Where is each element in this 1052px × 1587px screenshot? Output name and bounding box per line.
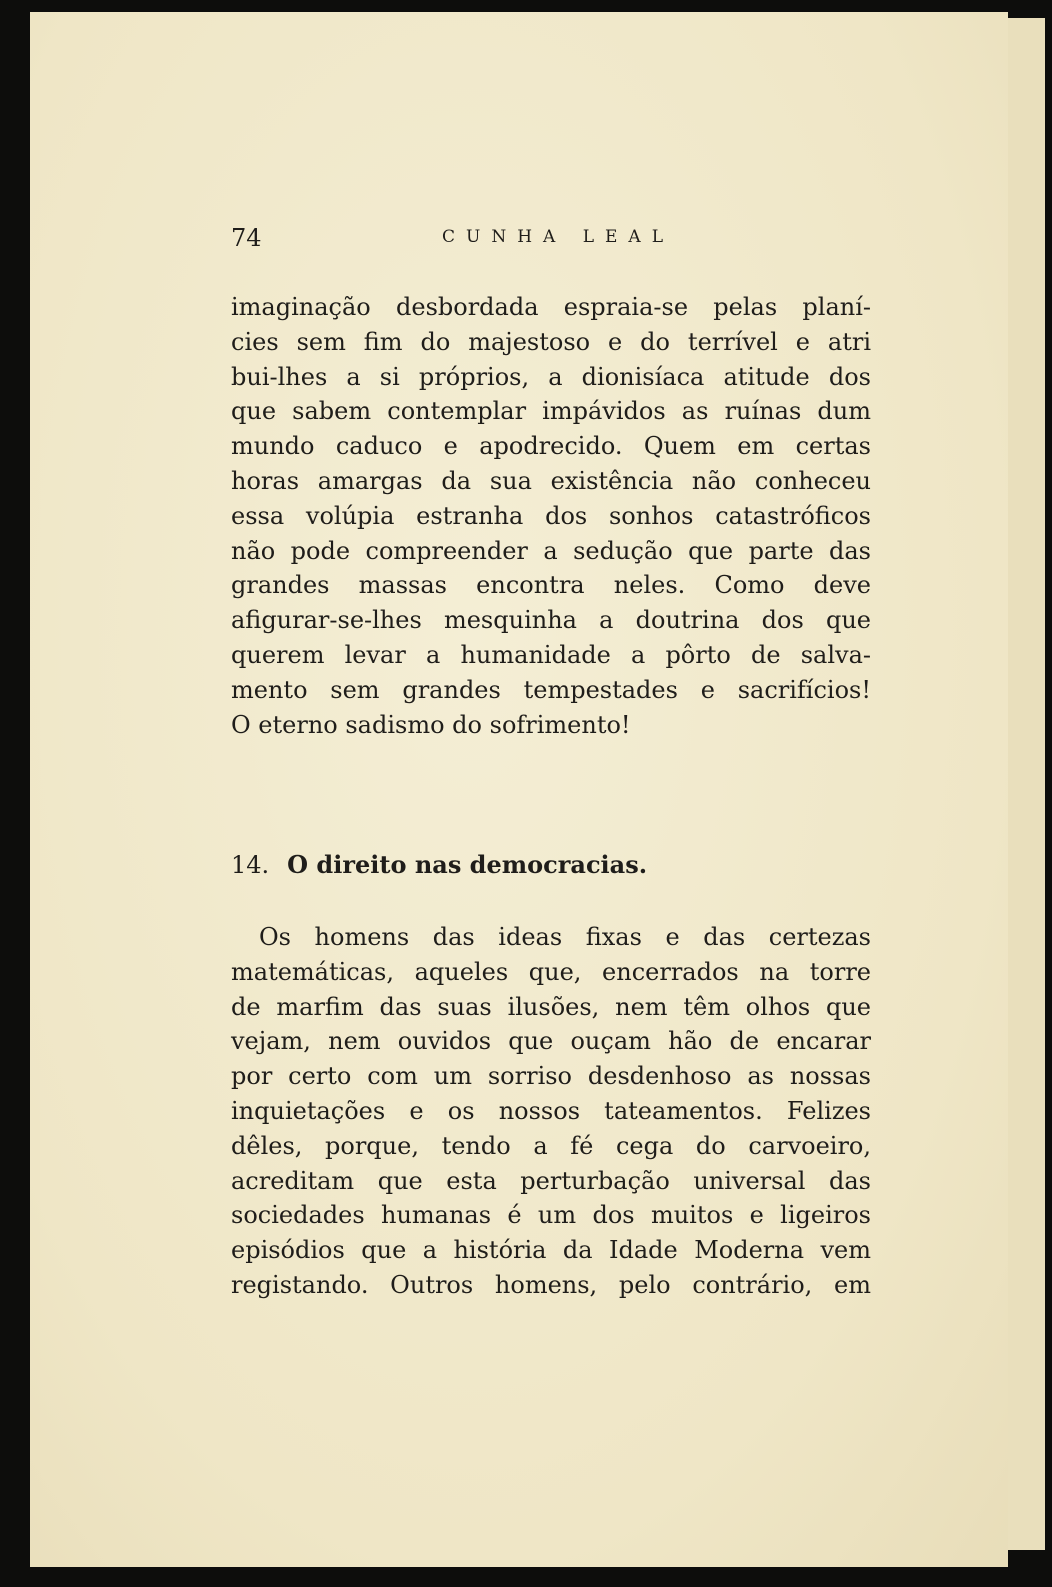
text-line: registando. Outros homens, pelo contrário, em	[231, 1270, 871, 1299]
text-line: grandes massas encontra neles. Como deve	[231, 571, 871, 600]
text-line: acreditam que esta perturbação universal das	[231, 1166, 871, 1195]
next-page-edge	[1003, 18, 1045, 1550]
text-line: de marfim das suas ilusões, nem têm olhos que	[231, 992, 871, 1021]
text-line: por certo com um sorriso desdenhoso as nossas	[231, 1062, 871, 1091]
text-line: mento sem grandes tempestades e sacrifícios!	[231, 675, 871, 704]
text-line: O eterno sadismo do sofrimento!	[231, 710, 631, 739]
text-line: sociedades humanas é um dos muitos e ligeiros	[231, 1201, 871, 1230]
text-line: que sabem contemplar impávidos as ruínas dum	[231, 397, 871, 426]
section-title: O direito nas democracias.	[287, 850, 648, 879]
paragraph-2	[231, 920, 871, 1303]
text-line: Os homens das ideas fixas e das certezas	[259, 923, 871, 951]
text-line: matemáticas, aqueles que, encerrados na torre	[231, 957, 871, 986]
text-line: bui-lhes a si próprios, a dionisíaca atitude dos	[231, 362, 871, 391]
paragraph-1	[231, 290, 871, 742]
text-line: dêles, porque, tendo a fé cega do carvoeiro,	[231, 1131, 871, 1160]
page-header	[231, 224, 871, 258]
running-head: CUNHA LEAL	[442, 227, 674, 247]
text-line: mundo caduco e apodrecido. Quem em certas	[231, 432, 871, 461]
text-line: inquietações e os nossos tateamentos. Felizes	[231, 1096, 871, 1125]
text-line: cies sem fim do majestoso e do terrível e atri	[231, 327, 871, 356]
text-line: imaginação desbordada espraia-se pelas planí-	[231, 293, 871, 321]
text-line: essa volúpia estranha dos sonhos catastróficos	[231, 501, 871, 530]
text-line: horas amargas da sua existência não conheceu	[231, 466, 871, 495]
text-line: vejam, nem ouvidos que ouçam hão de encarar	[231, 1027, 871, 1056]
section-number: 14.	[231, 851, 270, 879]
text-line: não pode compreender a sedução que parte das	[231, 536, 871, 565]
text-line: episódios que a história da Idade Moderna vem	[231, 1236, 871, 1265]
page-number: 74	[231, 224, 262, 252]
text-line: afigurar-se-lhes mesquinha a doutrina dos que	[231, 606, 871, 635]
text-line: querem levar a humanidade a pôrto de salva-	[231, 640, 871, 669]
section-heading	[231, 850, 647, 879]
